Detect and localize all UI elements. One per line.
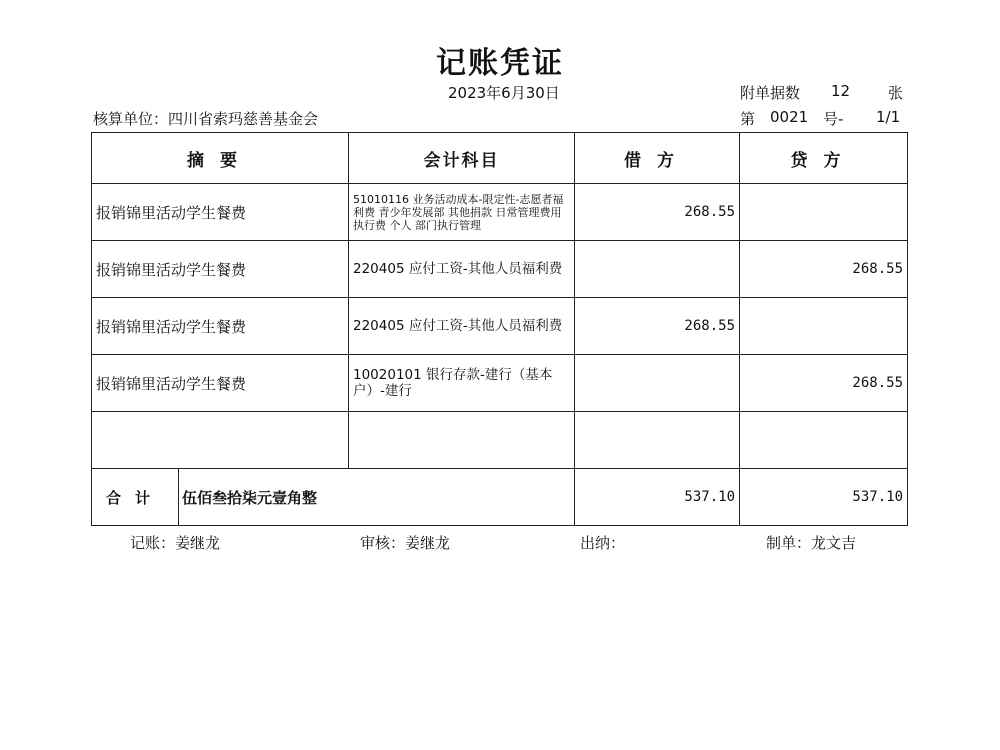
preparer-name: 龙文吉 [811, 534, 857, 552]
attachments-unit: 张 [888, 84, 904, 102]
voucher-date: 2023年6月30日 [448, 84, 560, 102]
reviewer-label: 审核： [360, 534, 406, 552]
row-credit: 268.55 [740, 241, 908, 298]
table-header-row [92, 133, 908, 184]
row-debit: 268.55 [575, 184, 740, 241]
row-credit: 268.55 [740, 355, 908, 412]
unit-label: 核算单位： [93, 110, 169, 128]
header-credit: 贷方 [740, 133, 908, 184]
row-debit [575, 355, 740, 412]
row-debit [575, 412, 740, 469]
table-row [92, 298, 908, 355]
row-debit [575, 241, 740, 298]
total-debit: 537.10 [575, 469, 740, 526]
voucher-suffix: 号- [823, 110, 844, 128]
table-row-empty [92, 412, 908, 469]
voucher-page: 1/1 [876, 108, 901, 126]
row-credit [740, 412, 908, 469]
total-row [92, 469, 908, 526]
cashier-signature [580, 532, 625, 553]
total-label: 合计 [92, 469, 179, 526]
row-summary [92, 412, 349, 469]
voucher-table [91, 132, 908, 526]
total-credit: 537.10 [740, 469, 908, 526]
table-row [92, 184, 908, 241]
row-account: 10020101 银行存款-建行（基本户）-建行 [349, 355, 575, 412]
attachments-count: 12 [831, 82, 851, 100]
row-account: 220405 应付工资-其他人员福利费 [349, 298, 575, 355]
row-credit [740, 184, 908, 241]
cashier-label: 出纳： [580, 534, 626, 552]
bookkeeper-signature [130, 532, 220, 553]
bookkeeper-name: 姜继龙 [175, 534, 221, 552]
row-debit: 268.55 [575, 298, 740, 355]
row-summary: 报销锦里活动学生餐费 [92, 184, 349, 241]
row-summary: 报销锦里活动学生餐费 [92, 355, 349, 412]
bookkeeper-label: 记账： [130, 534, 176, 552]
header-debit: 借方 [575, 133, 740, 184]
row-account [349, 412, 575, 469]
total-amount-words: 伍佰叁拾柒元壹角整 [179, 469, 575, 526]
voucher-number: 0021 [770, 108, 809, 126]
row-account: 51010116 业务活动成本-限定性-志愿者福利费 青少年发展部 其他捐款 日常管理费用 执行费 个人 部门执行管理 [349, 184, 575, 241]
row-credit [740, 298, 908, 355]
row-account: 220405 应付工资-其他人员福利费 [349, 241, 575, 298]
row-summary: 报销锦里活动学生餐费 [92, 298, 349, 355]
preparer-signature [766, 532, 856, 553]
reviewer-signature [360, 532, 450, 553]
table-row [92, 355, 908, 412]
table-row [92, 241, 908, 298]
page-title: 记账凭证 [436, 46, 564, 81]
attachments-label: 附单据数 [740, 84, 801, 102]
reviewer-name: 姜继龙 [405, 534, 451, 552]
unit-name: 四川省索玛慈善基金会 [168, 110, 319, 128]
header-account: 会计科目 [349, 133, 575, 184]
header-summary: 摘要 [92, 133, 349, 184]
voucher-prefix: 第 [740, 110, 756, 128]
accounting-unit [93, 108, 318, 129]
row-summary: 报销锦里活动学生餐费 [92, 241, 349, 298]
preparer-label: 制单： [766, 534, 812, 552]
